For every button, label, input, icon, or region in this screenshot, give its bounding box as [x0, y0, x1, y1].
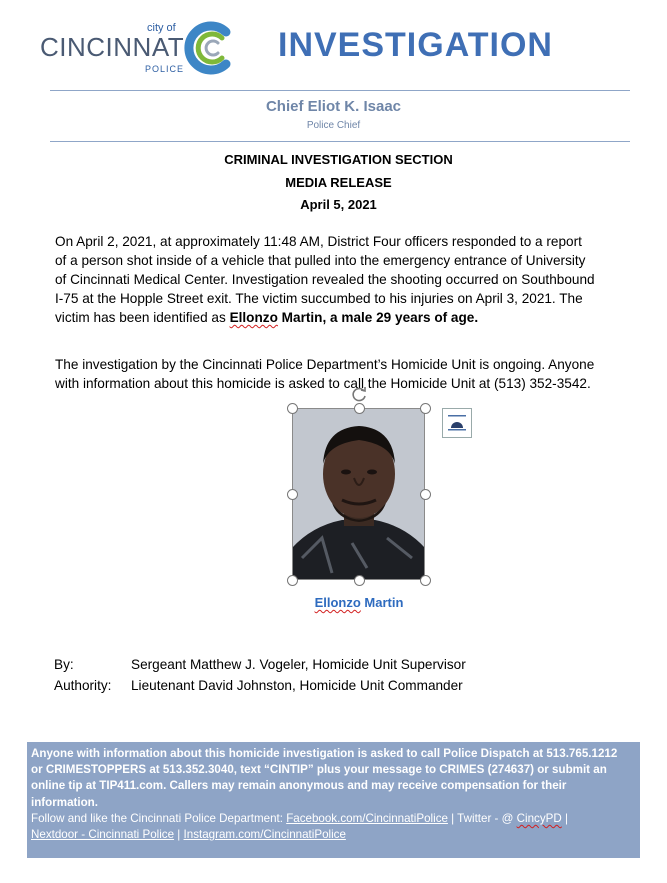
header-rule-top — [50, 90, 630, 91]
footer-social-line — [31, 811, 636, 827]
release-type: MEDIA RELEASE — [285, 175, 392, 190]
text-line: of Cincinnati Medical Center. Investigation revealed the shooting occurred on Southbound — [55, 272, 595, 287]
footer-line: online tip at TIP411.com. Callers may remain anonymous and may receive compensation for their — [31, 779, 567, 793]
rotate-handle-icon[interactable] — [349, 384, 369, 404]
authority-value: Lieutenant David Johnston, Homicide Unit Commander — [131, 678, 463, 693]
follow-text: Follow and like the Cincinnati Police Department: — [31, 811, 287, 825]
twitter-handle[interactable]: CincyPD — [516, 811, 562, 825]
footer-line: or CRIMESTOPPERS at 513.352.3040, text “CINTIP” plus your message to CRIMES (274637) or submit an — [31, 763, 607, 777]
victim-first-name: Ellonzo — [229, 310, 278, 325]
logo-c-emblem-icon — [182, 20, 237, 76]
victim-intro: victim has been identified as — [55, 310, 230, 325]
text-line — [55, 308, 645, 327]
text-line: I-75 at the Hopple Street exit. The victim succumbed to his injuries on April 3, 2021. The — [55, 291, 583, 306]
page-title: INVESTIGATION — [278, 26, 553, 64]
footer-social-line-2 — [31, 827, 636, 843]
text-wrap-icon — [443, 409, 471, 437]
header-rule-bottom — [50, 141, 630, 142]
logo-city-of: city of — [147, 22, 176, 34]
footer-line: Anyone with information about this homicide investigation is asked to call Police Dispatch at 513.765.1212 — [31, 747, 618, 760]
resize-handle-top-right[interactable] — [420, 403, 431, 414]
chief-name: Chief Eliot K. Isaac — [265, 98, 402, 115]
release-date: April 5, 2021 — [300, 197, 377, 212]
by-label: By: — [54, 657, 74, 672]
resize-handle-bottom-left[interactable] — [287, 575, 298, 586]
text-line: with information about this homicide is asked to call the Homicide Unit at (513) 352-3542. — [55, 376, 591, 391]
twitter-label: | Twitter - @ — [447, 811, 517, 825]
instagram-link[interactable]: Instagram.com/CincinnatiPolice — [183, 828, 346, 842]
cincinnati-police-logo — [40, 20, 250, 80]
authority-label: Authority: — [54, 678, 112, 693]
section-heading: CRIMINAL INVESTIGATION SECTION — [224, 152, 453, 167]
separator: | — [561, 811, 568, 825]
resize-handle-bottom[interactable] — [354, 575, 365, 586]
logo-cincinnati: CINCINNATI — [40, 32, 192, 62]
facebook-link[interactable]: Facebook.com/CincinnatiPolice — [286, 811, 448, 825]
victim-details: Martin, a male 29 years of age. — [277, 310, 479, 325]
footer-tip-box — [27, 742, 640, 858]
layout-options-button[interactable] — [442, 408, 472, 438]
photo-selection-frame — [292, 408, 425, 580]
separator: | — [174, 828, 184, 842]
paragraph-incident — [55, 232, 645, 327]
resize-handle-right[interactable] — [420, 489, 431, 500]
text-line: On April 2, 2021, at approximately 11:48 AM, District Four officers responded to a report — [55, 234, 582, 249]
caption-first-name: Ellonzo — [314, 595, 361, 610]
chief-title: Police Chief — [306, 120, 361, 131]
footer-line: information. — [31, 795, 98, 809]
logo-police: POLICE — [145, 64, 185, 74]
by-value: Sergeant Matthew J. Vogeler, Homicide Unit Supervisor — [131, 657, 466, 672]
resize-handle-bottom-right[interactable] — [420, 575, 431, 586]
photo-caption — [0, 595, 667, 610]
resize-handle-top[interactable] — [354, 403, 365, 414]
nextdoor-link[interactable]: Nextdoor - Cincinnati Police — [31, 828, 175, 842]
resize-handle-top-left[interactable] — [287, 403, 298, 414]
text-line: of a person shot inside of a vehicle that pulled into the emergency entrance of University — [55, 253, 586, 268]
resize-handle-left[interactable] — [287, 489, 298, 500]
caption-last-name: Martin — [360, 595, 404, 610]
text-line: The investigation by the Cincinnati Police Department’s Homicide Unit is ongoing. Anyone — [55, 357, 595, 372]
